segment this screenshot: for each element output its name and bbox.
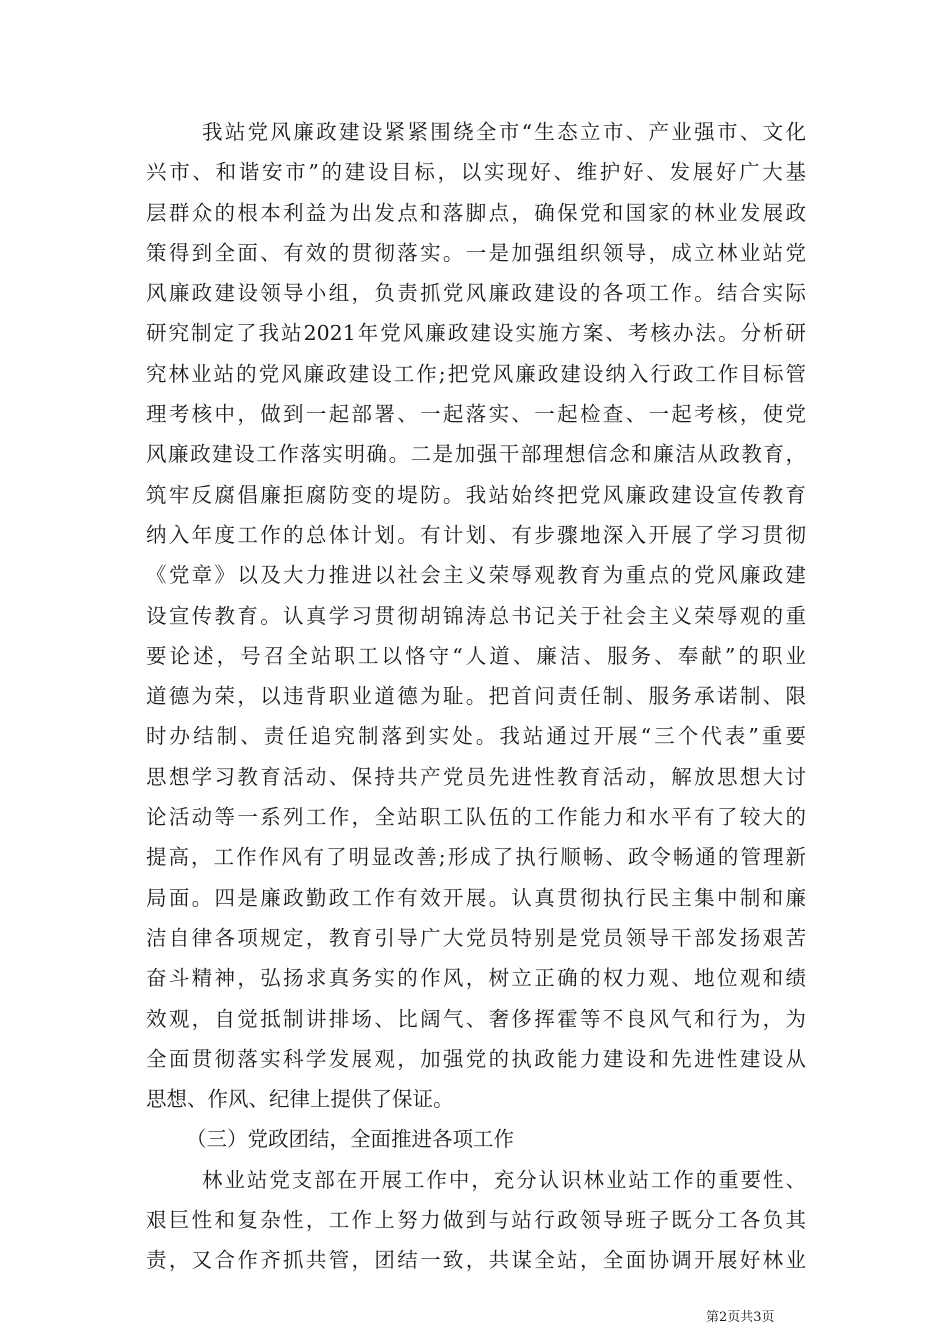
paragraph-line: 提高，工作作风有了明显改善;形成了执行顺畅、政令畅通的管理新: [146, 845, 806, 870]
paragraph-line: 筑牢反腐倡廉拒腐防变的堤防。我站始终把党风廉政建设宣传教育: [146, 482, 806, 507]
page-number: 第2页共3页: [706, 1310, 775, 1325]
section-heading: （三）党政团结，全面推进各项工作: [186, 1127, 514, 1152]
paragraph-line: 设宣传教育。认真学习贯彻胡锦涛总书记关于社会主义荣辱观的重: [146, 603, 806, 628]
paragraph-line: 论活动等一系列工作，全站职工队伍的工作能力和水平有了较大的: [146, 805, 806, 830]
paragraph-line: 局面。四是廉政勤政工作有效开展。认真贯彻执行民主集中制和廉: [146, 885, 806, 910]
paragraph-line: 道德为荣，以违背职业道德为耻。把首问责任制、服务承诺制、限: [146, 684, 806, 709]
paragraph-line: 风廉政建设工作落实明确。二是加强干部理想信念和廉洁从政教育，: [146, 442, 806, 467]
paragraph-line: 层群众的根本利益为出发点和落脚点，确保党和国家的林业发展政: [146, 200, 806, 225]
paragraph-line: 策得到全面、有效的贯彻落实。一是加强组织领导，成立林业站党: [146, 240, 806, 265]
paragraph-line: 奋斗精神，弘扬求真务实的作风，树立正确的权力观、地位观和绩: [146, 966, 806, 991]
paragraph-line: 《党章》以及大力推进以社会主义荣辱观教育为重点的党风廉政建: [146, 563, 806, 588]
paragraph-line: 时办结制、责任追究制落到实处。我站通过开展“三个代表”重要: [146, 724, 806, 749]
paragraph-line: 要论述，号召全站职工以恪守“人道、廉洁、服务、奉献”的职业: [146, 643, 806, 668]
document-body: [146, 112, 806, 1281]
paragraph-line: 责，又合作齐抓共管，团结一致，共谋全站，全面协调开展好林业: [146, 1248, 806, 1273]
paragraph-line: 风廉政建设领导小组，负责抓党风廉政建设的各项工作。结合实际: [146, 281, 806, 306]
paragraph-line: 兴市、和谐安市”的建设目标，以实现好、维护好、发展好广大基: [146, 160, 806, 185]
paragraph-line: 思想学习教育活动、保持共产党员先进性教育活动，解放思想大讨: [146, 764, 806, 789]
paragraph-line: 效观，自觉抵制讲排场、比阔气、奢侈挥霍等不良风气和行为，为: [146, 1006, 806, 1031]
paragraph-line: 纳入年度工作的总体计划。有计划、有步骤地深入开展了学习贯彻: [146, 522, 806, 547]
paragraph-line: 洁自律各项规定，教育引导广大党员特别是党员领导干部发扬艰苦: [146, 925, 806, 950]
paragraph-line: 研究制定了我站2021年党风廉政建设实施方案、考核办法。分析研: [146, 321, 806, 346]
paragraph-line: 全面贯彻落实科学发展观，加强党的执政能力建设和先进性建设从: [146, 1046, 806, 1071]
paragraph-line: 究林业站的党风廉政建设工作;把党风廉政建设纳入行政工作目标管: [146, 361, 806, 386]
paragraph-line: 林业站党支部在开展工作中，充分认识林业站工作的重要性、: [202, 1167, 806, 1192]
paragraph-line: 艰巨性和复杂性，工作上努力做到与站行政领导班子既分工各负其: [146, 1208, 806, 1233]
paragraph-line: 理考核中，做到一起部署、一起落实、一起检查、一起考核，使党: [146, 402, 806, 427]
paragraph-line: 我站党风廉政建设紧紧围绕全市“生态立市、产业强市、文化: [202, 120, 806, 144]
paragraph-line: 思想、作风、纪律上提供了保证。: [146, 1087, 454, 1112]
